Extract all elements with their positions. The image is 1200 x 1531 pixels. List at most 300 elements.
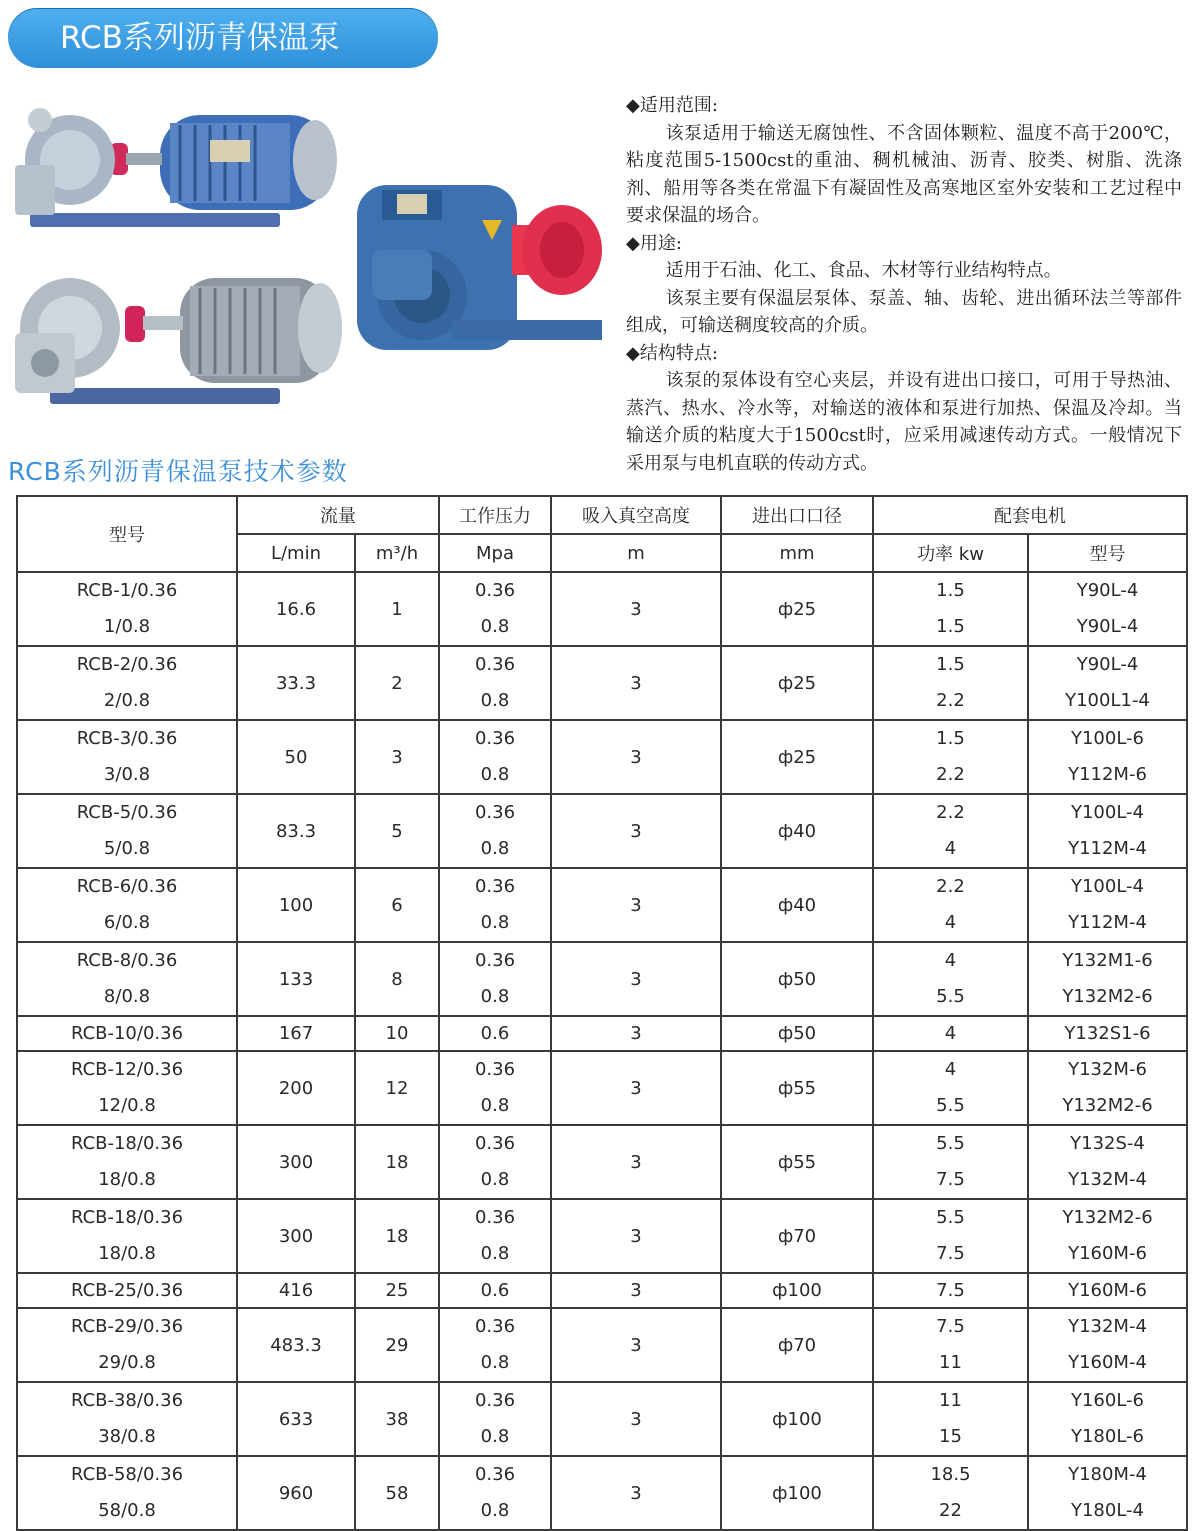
cell-flow-lmin-value: 33.3 xyxy=(275,672,317,694)
cell-flow-m3h xyxy=(355,794,439,868)
cell-port xyxy=(721,868,873,942)
header-suction: 吸入真空高度 xyxy=(551,496,721,534)
cell-power-value: 4 xyxy=(944,912,957,933)
cell-pressure xyxy=(439,1051,551,1125)
cell-suction xyxy=(551,1016,721,1051)
cell-suction-value: 3 xyxy=(630,1077,642,1099)
cell-model xyxy=(17,794,237,868)
table-row xyxy=(17,646,1187,720)
cell-flow-m3h xyxy=(355,572,439,646)
cell-flow-m3h-value: 18 xyxy=(385,1151,409,1173)
table-row xyxy=(17,794,1187,868)
cell-flow-lmin-value: 300 xyxy=(278,1225,314,1247)
spec-table xyxy=(16,495,1188,1531)
cell-flow-lmin xyxy=(237,794,355,868)
cell-flow-m3h-value: 2 xyxy=(391,672,403,694)
cell-suction xyxy=(551,1125,721,1199)
header-pressure-unit: Mpa xyxy=(439,534,551,572)
cell-pressure xyxy=(439,1016,551,1051)
cell-motor-model-value: Y132S-4 xyxy=(1070,1133,1145,1154)
cell-motor-model xyxy=(1028,646,1187,720)
cell-flow-lmin xyxy=(237,1382,355,1456)
cell-model-value: RCB-6/0.36 xyxy=(76,876,178,897)
cell-power-value: 7.5 xyxy=(936,1316,965,1337)
cell-suction xyxy=(551,1199,721,1273)
cell-model-value: 29/0.8 xyxy=(98,1352,156,1373)
cell-pressure xyxy=(439,794,551,868)
cell-motor-model-value: Y160M-6 xyxy=(1068,1280,1147,1301)
cell-flow-lmin-value: 960 xyxy=(278,1482,314,1504)
cell-flow-m3h-value: 1 xyxy=(391,598,403,620)
cell-model xyxy=(17,1456,237,1530)
cell-motor-model xyxy=(1028,1308,1187,1382)
cell-flow-m3h xyxy=(355,1273,439,1308)
cell-model xyxy=(17,646,237,720)
cell-flow-lmin-value: 16.6 xyxy=(275,598,317,620)
cell-motor-model-value: Y90L-4 xyxy=(1076,616,1139,637)
cell-motor-model-value: Y112M-6 xyxy=(1068,764,1147,785)
cell-power-value: 2.2 xyxy=(936,876,965,897)
cell-model-value: 1/0.8 xyxy=(103,616,151,637)
header-port: 进出口口径 xyxy=(721,496,873,534)
cell-flow-lmin-value: 100 xyxy=(278,894,314,916)
cell-pressure xyxy=(439,1308,551,1382)
cell-power-value: 1.5 xyxy=(936,580,965,601)
cell-power-value: 4 xyxy=(944,1059,957,1080)
cell-model-value: RCB-58/0.36 xyxy=(70,1464,184,1485)
table-row xyxy=(17,720,1187,794)
cell-flow-lmin xyxy=(237,1199,355,1273)
cell-port xyxy=(721,720,873,794)
cell-power xyxy=(873,1456,1028,1530)
cell-flow-lmin xyxy=(237,1125,355,1199)
table-row xyxy=(17,1382,1187,1456)
cell-motor-model-value: Y132M1-6 xyxy=(1062,950,1153,971)
cell-suction xyxy=(551,942,721,1016)
cell-pressure xyxy=(439,1456,551,1530)
cell-flow-lmin xyxy=(237,1308,355,1382)
cell-pressure-value: 0.8 xyxy=(480,1352,510,1373)
table-title: RCB系列沥青保温泵技术参数 xyxy=(8,457,348,486)
cell-flow-m3h-value: 38 xyxy=(385,1408,409,1430)
cell-suction-value: 3 xyxy=(630,1225,642,1247)
cell-power xyxy=(873,1199,1028,1273)
cell-motor-model-value: Y132M-6 xyxy=(1068,1059,1147,1080)
cell-model-value: RCB-5/0.36 xyxy=(76,802,178,823)
scope-heading: ◆适用范围: xyxy=(626,95,718,116)
cell-port-value: ф55 xyxy=(777,1077,817,1099)
cell-pressure xyxy=(439,868,551,942)
cell-power-value: 5.5 xyxy=(936,1095,965,1116)
cell-power-value: 11 xyxy=(939,1390,962,1411)
cell-model-value: RCB-10/0.36 xyxy=(70,1023,184,1044)
cell-pressure-value: 0.8 xyxy=(480,912,510,933)
cell-port xyxy=(721,1382,873,1456)
cell-pressure-value: 0.36 xyxy=(474,1133,516,1154)
cell-flow-m3h-value: 6 xyxy=(391,894,403,916)
cell-pressure-value: 0.36 xyxy=(474,1316,516,1337)
cell-power xyxy=(873,1125,1028,1199)
cell-port xyxy=(721,942,873,1016)
cell-model-value: 6/0.8 xyxy=(103,912,151,933)
cell-flow-lmin-value: 416 xyxy=(278,1280,314,1301)
header-motor: 配套电机 xyxy=(873,496,1187,534)
cell-power xyxy=(873,868,1028,942)
cell-suction xyxy=(551,720,721,794)
cell-flow-lmin-value: 633 xyxy=(278,1408,314,1430)
page-title: RCB系列沥青保温泵 xyxy=(8,8,438,68)
cell-motor-model-value: Y100L-6 xyxy=(1070,728,1144,749)
cell-pressure-value: 0.36 xyxy=(474,728,516,749)
cell-model xyxy=(17,720,237,794)
cell-suction-value: 3 xyxy=(630,820,642,842)
cell-model xyxy=(17,942,237,1016)
cell-pressure-value: 0.36 xyxy=(474,950,516,971)
cell-motor-model-value: Y90L-4 xyxy=(1076,654,1139,675)
cell-pressure xyxy=(439,1199,551,1273)
cell-motor-model-value: Y180L-4 xyxy=(1070,1500,1144,1521)
cell-model-value: 2/0.8 xyxy=(103,690,151,711)
feature-text: 该泵的泵体设有空心夹层，并设有进出口接口，可用于导热油、蒸汽、热水、冷水等，对输送的液体和泵进行加热、保温及冷却。当输送介质的粘度大于1500cst时，应采用减速传动方式。一般情况下采用泵与电机直联的传动方式。 xyxy=(626,370,1182,474)
cell-flow-lmin xyxy=(237,720,355,794)
cell-port xyxy=(721,1456,873,1530)
cell-model-value: RCB-25/0.36 xyxy=(70,1280,184,1301)
cell-port-value: ф70 xyxy=(777,1334,817,1356)
cell-motor-model-value: Y100L-4 xyxy=(1070,802,1144,823)
cell-suction xyxy=(551,868,721,942)
cell-flow-lmin-value: 133 xyxy=(278,968,314,990)
cell-port-value: ф50 xyxy=(777,968,817,990)
cell-power-value: 1.5 xyxy=(936,654,965,675)
cell-suction xyxy=(551,646,721,720)
cell-pressure-value: 0.8 xyxy=(480,838,510,859)
cell-flow-lmin xyxy=(237,1456,355,1530)
cell-pressure xyxy=(439,942,551,1016)
cell-pressure-value: 0.6 xyxy=(480,1280,510,1301)
cell-pressure xyxy=(439,1273,551,1308)
cell-pressure-value: 0.8 xyxy=(480,1500,510,1521)
cell-port xyxy=(721,1016,873,1051)
table-row xyxy=(17,1199,1187,1273)
cell-pressure-value: 0.36 xyxy=(474,1059,516,1080)
cell-port xyxy=(721,1199,873,1273)
cell-motor-model xyxy=(1028,942,1187,1016)
header-model: 型号 xyxy=(17,496,237,572)
cell-model-value: 18/0.8 xyxy=(98,1243,156,1264)
cell-motor-model-value: Y112M-4 xyxy=(1068,838,1147,859)
cell-motor-model xyxy=(1028,794,1187,868)
cell-suction xyxy=(551,1051,721,1125)
cell-flow-m3h xyxy=(355,1051,439,1125)
cell-power-value: 4 xyxy=(944,1023,957,1044)
cell-model-value: 12/0.8 xyxy=(98,1095,156,1116)
cell-power-value: 7.5 xyxy=(936,1243,965,1264)
cell-motor-model xyxy=(1028,1273,1187,1308)
table-row xyxy=(17,868,1187,942)
cell-model-value: 18/0.8 xyxy=(98,1169,156,1190)
cell-power-value: 4 xyxy=(944,838,957,859)
cell-port-value: ф100 xyxy=(772,1408,822,1430)
cell-model-value: 5/0.8 xyxy=(103,838,151,859)
cell-motor-model-value: Y132M2-6 xyxy=(1062,1095,1153,1116)
cell-suction-value: 3 xyxy=(630,1023,642,1044)
cell-pressure-value: 0.36 xyxy=(474,802,516,823)
cell-pressure-value: 0.8 xyxy=(480,616,510,637)
cell-power-value: 18.5 xyxy=(930,1464,971,1485)
cell-flow-lmin xyxy=(237,646,355,720)
cell-flow-m3h-value: 10 xyxy=(385,1023,409,1044)
cell-power-value: 7.5 xyxy=(936,1280,965,1301)
cell-pressure-value: 0.36 xyxy=(474,1390,516,1411)
table-row xyxy=(17,1456,1187,1530)
cell-flow-lmin xyxy=(237,1016,355,1051)
table-row xyxy=(17,1051,1187,1125)
cell-port-value: ф100 xyxy=(772,1482,822,1504)
cell-flow-m3h xyxy=(355,868,439,942)
cell-suction-value: 3 xyxy=(630,672,642,694)
cell-flow-m3h xyxy=(355,1016,439,1051)
cell-model-value: 38/0.8 xyxy=(98,1426,156,1447)
cell-motor-model-value: Y160M-4 xyxy=(1068,1352,1147,1373)
cell-pressure-value: 0.6 xyxy=(480,1023,510,1044)
cell-motor-model-value: Y132M-4 xyxy=(1068,1316,1147,1337)
cell-port-value: ф25 xyxy=(777,746,817,768)
cell-pressure-value: 0.36 xyxy=(474,1464,516,1485)
cell-power-value: 1.5 xyxy=(936,728,965,749)
cell-pressure-value: 0.8 xyxy=(480,764,510,785)
cell-suction-value: 3 xyxy=(630,1280,642,1301)
cell-motor-model-value: Y180M-4 xyxy=(1068,1464,1147,1485)
cell-flow-m3h-value: 25 xyxy=(385,1280,409,1301)
cell-pressure-value: 0.8 xyxy=(480,1426,510,1447)
cell-motor-model-value: Y160M-6 xyxy=(1068,1243,1147,1264)
cell-power-value: 15 xyxy=(939,1426,962,1447)
use-text-1: 适用于石油、化工、食品、木材等行业结构特点。 xyxy=(665,260,1062,281)
cell-port xyxy=(721,1051,873,1125)
cell-motor-model xyxy=(1028,1199,1187,1273)
cell-flow-lmin-value: 483.3 xyxy=(270,1334,322,1356)
cell-flow-lmin-value: 83.3 xyxy=(275,820,317,842)
cell-power-value: 7.5 xyxy=(936,1169,965,1190)
cell-motor-model-value: Y180L-6 xyxy=(1070,1426,1144,1447)
cell-suction xyxy=(551,1273,721,1308)
cell-flow-lmin-value: 50 xyxy=(284,746,308,768)
cell-suction-value: 3 xyxy=(630,968,642,990)
cell-model xyxy=(17,1382,237,1456)
header-suction-unit: m xyxy=(551,534,721,572)
cell-power xyxy=(873,1051,1028,1125)
cell-motor-model xyxy=(1028,720,1187,794)
cell-motor-model-value: Y132M2-6 xyxy=(1062,1207,1153,1228)
cell-model-value: RCB-2/0.36 xyxy=(76,654,178,675)
cell-power-value: 5.5 xyxy=(936,1207,965,1228)
use-heading: ◆用途: xyxy=(626,232,682,254)
table-row xyxy=(17,1308,1187,1382)
cell-suction-value: 3 xyxy=(630,1151,642,1173)
cell-port xyxy=(721,1308,873,1382)
cell-suction-value: 3 xyxy=(630,1408,642,1430)
header-motor-model: 型号 xyxy=(1028,534,1187,572)
cell-flow-m3h xyxy=(355,1199,439,1273)
cell-pressure-value: 0.36 xyxy=(474,654,516,675)
cell-power xyxy=(873,794,1028,868)
pump-photo-large xyxy=(10,95,345,245)
cell-model xyxy=(17,1051,237,1125)
cell-motor-model-value: Y100L-4 xyxy=(1070,876,1144,897)
cell-model-value: RCB-18/0.36 xyxy=(70,1133,184,1154)
cell-power-value: 11 xyxy=(939,1352,962,1373)
cell-motor-model xyxy=(1028,1016,1187,1051)
cell-power xyxy=(873,1273,1028,1308)
cell-power xyxy=(873,1382,1028,1456)
cell-pressure-value: 0.8 xyxy=(480,1243,510,1264)
cell-flow-m3h xyxy=(355,1456,439,1530)
cell-flow-m3h-value: 8 xyxy=(391,968,403,990)
cell-power xyxy=(873,1016,1028,1051)
cell-pressure xyxy=(439,1125,551,1199)
cell-pressure xyxy=(439,572,551,646)
cell-power xyxy=(873,942,1028,1016)
cell-flow-m3h xyxy=(355,942,439,1016)
cell-flow-m3h-value: 18 xyxy=(385,1225,409,1247)
cell-flow-m3h-value: 12 xyxy=(385,1077,409,1099)
cell-port xyxy=(721,646,873,720)
cell-suction xyxy=(551,1456,721,1530)
cell-suction-value: 3 xyxy=(630,894,642,916)
cell-flow-m3h-value: 58 xyxy=(385,1482,409,1504)
cell-pressure xyxy=(439,1382,551,1456)
cell-model xyxy=(17,868,237,942)
cell-model-value: RCB-12/0.36 xyxy=(70,1059,184,1080)
cell-motor-model xyxy=(1028,1382,1187,1456)
table-row xyxy=(17,572,1187,646)
cell-power xyxy=(873,572,1028,646)
table-row xyxy=(17,1273,1187,1308)
cell-suction-value: 3 xyxy=(630,1334,642,1356)
header-pressure: 工作压力 xyxy=(439,496,551,534)
cell-model-value: RCB-18/0.36 xyxy=(70,1207,184,1228)
cell-port xyxy=(721,1273,873,1308)
cell-model-value: RCB-29/0.36 xyxy=(70,1316,184,1337)
cell-power-value: 5.5 xyxy=(936,1133,965,1154)
cell-flow-m3h-value: 5 xyxy=(391,820,403,842)
cell-motor-model-value: Y160L-6 xyxy=(1070,1390,1144,1411)
cell-pressure xyxy=(439,646,551,720)
cell-model-value: RCB-38/0.36 xyxy=(70,1390,184,1411)
cell-power-value: 2.2 xyxy=(936,764,965,785)
header-flow-m3h: m³/h xyxy=(355,534,439,572)
cell-port-value: ф100 xyxy=(772,1280,822,1301)
cell-suction xyxy=(551,572,721,646)
cell-power-value: 2.2 xyxy=(936,802,965,823)
cell-flow-m3h xyxy=(355,1308,439,1382)
cell-flow-lmin xyxy=(237,572,355,646)
cell-port xyxy=(721,794,873,868)
description-block xyxy=(626,92,1182,477)
cell-motor-model xyxy=(1028,1125,1187,1199)
table-row xyxy=(17,1125,1187,1199)
cell-motor-model xyxy=(1028,572,1187,646)
cell-suction xyxy=(551,1382,721,1456)
cell-motor-model-value: Y112M-4 xyxy=(1068,912,1147,933)
cell-flow-m3h-value: 3 xyxy=(391,746,403,768)
cell-flow-m3h xyxy=(355,1382,439,1456)
cell-model-value: RCB-8/0.36 xyxy=(76,950,178,971)
cell-power-value: 22 xyxy=(939,1500,962,1521)
cell-pressure-value: 0.36 xyxy=(474,580,516,601)
cell-flow-lmin xyxy=(237,1051,355,1125)
cell-power xyxy=(873,720,1028,794)
cell-pressure-value: 0.8 xyxy=(480,1169,510,1190)
use-text-2: 该泵主要有保温层泵体、泵盖、轴、齿轮、进出循环法兰等部件组成，可输送稠度较高的介质。 xyxy=(626,287,1182,336)
cell-port-value: ф25 xyxy=(777,598,817,620)
pump-photo-medium xyxy=(10,268,345,418)
cell-power xyxy=(873,646,1028,720)
cell-model xyxy=(17,1273,237,1308)
cell-port-value: ф25 xyxy=(777,672,817,694)
cell-motor-model-value: Y90L-4 xyxy=(1076,580,1139,601)
table-row xyxy=(17,942,1187,1016)
cell-motor-model xyxy=(1028,1051,1187,1125)
header-port-unit: mm xyxy=(721,534,873,572)
cell-flow-lmin xyxy=(237,868,355,942)
cell-flow-lmin xyxy=(237,942,355,1016)
cell-flow-m3h xyxy=(355,1125,439,1199)
cell-motor-model-value: Y132S1-6 xyxy=(1064,1023,1151,1044)
cell-port-value: ф70 xyxy=(777,1225,817,1247)
cell-motor-model xyxy=(1028,1456,1187,1530)
cell-flow-lmin-value: 167 xyxy=(278,1023,314,1044)
header-flow: 流量 xyxy=(237,496,439,534)
cell-flow-lmin-value: 300 xyxy=(278,1151,314,1173)
cell-suction-value: 3 xyxy=(630,598,642,620)
header-flow-lmin: L/min xyxy=(237,534,355,572)
cell-pressure-value: 0.8 xyxy=(480,986,510,1007)
cell-flow-lmin xyxy=(237,1273,355,1308)
cell-pressure-value: 0.36 xyxy=(474,1207,516,1228)
cell-model-value: RCB-1/0.36 xyxy=(76,580,178,601)
header-power: 功率 kw xyxy=(873,534,1028,572)
cell-pressure xyxy=(439,720,551,794)
cell-port-value: ф50 xyxy=(777,1023,817,1044)
cell-flow-m3h xyxy=(355,646,439,720)
cell-port xyxy=(721,1125,873,1199)
cell-suction-value: 3 xyxy=(630,746,642,768)
cell-flow-lmin-value: 200 xyxy=(278,1077,314,1099)
cell-power xyxy=(873,1308,1028,1382)
cell-port-value: ф55 xyxy=(777,1151,817,1173)
cell-suction xyxy=(551,1308,721,1382)
scope-text: 该泵适用于输送无腐蚀性、不含固体颗粒、温度不高于200℃，粘度范围5-1500cst的重油、稠机械油、沥青、胶类、树脂、洗涤剂、船用等各类在常温下有凝固性及高寒地区室外安装和工艺过程中要求保温的场合。 xyxy=(626,122,1182,226)
cell-model xyxy=(17,572,237,646)
cell-motor-model-value: Y100L1-4 xyxy=(1065,690,1150,711)
cell-model-value: RCB-3/0.36 xyxy=(76,728,178,749)
cell-power-value: 5.5 xyxy=(936,986,965,1007)
cell-model xyxy=(17,1308,237,1382)
cell-power-value: 4 xyxy=(944,950,957,971)
cell-model-value: 58/0.8 xyxy=(98,1500,156,1521)
feature-heading: ◆结构特点: xyxy=(626,342,718,364)
cell-motor-model-value: Y132M-4 xyxy=(1068,1169,1147,1190)
cell-flow-m3h xyxy=(355,720,439,794)
cell-pressure-value: 0.36 xyxy=(474,876,516,897)
cell-suction xyxy=(551,794,721,868)
cell-model-value: 3/0.8 xyxy=(103,764,151,785)
cell-motor-model xyxy=(1028,868,1187,942)
cell-power-value: 2.2 xyxy=(936,690,965,711)
cell-suction-value: 3 xyxy=(630,1482,642,1504)
cell-model-value: 8/0.8 xyxy=(103,986,151,1007)
